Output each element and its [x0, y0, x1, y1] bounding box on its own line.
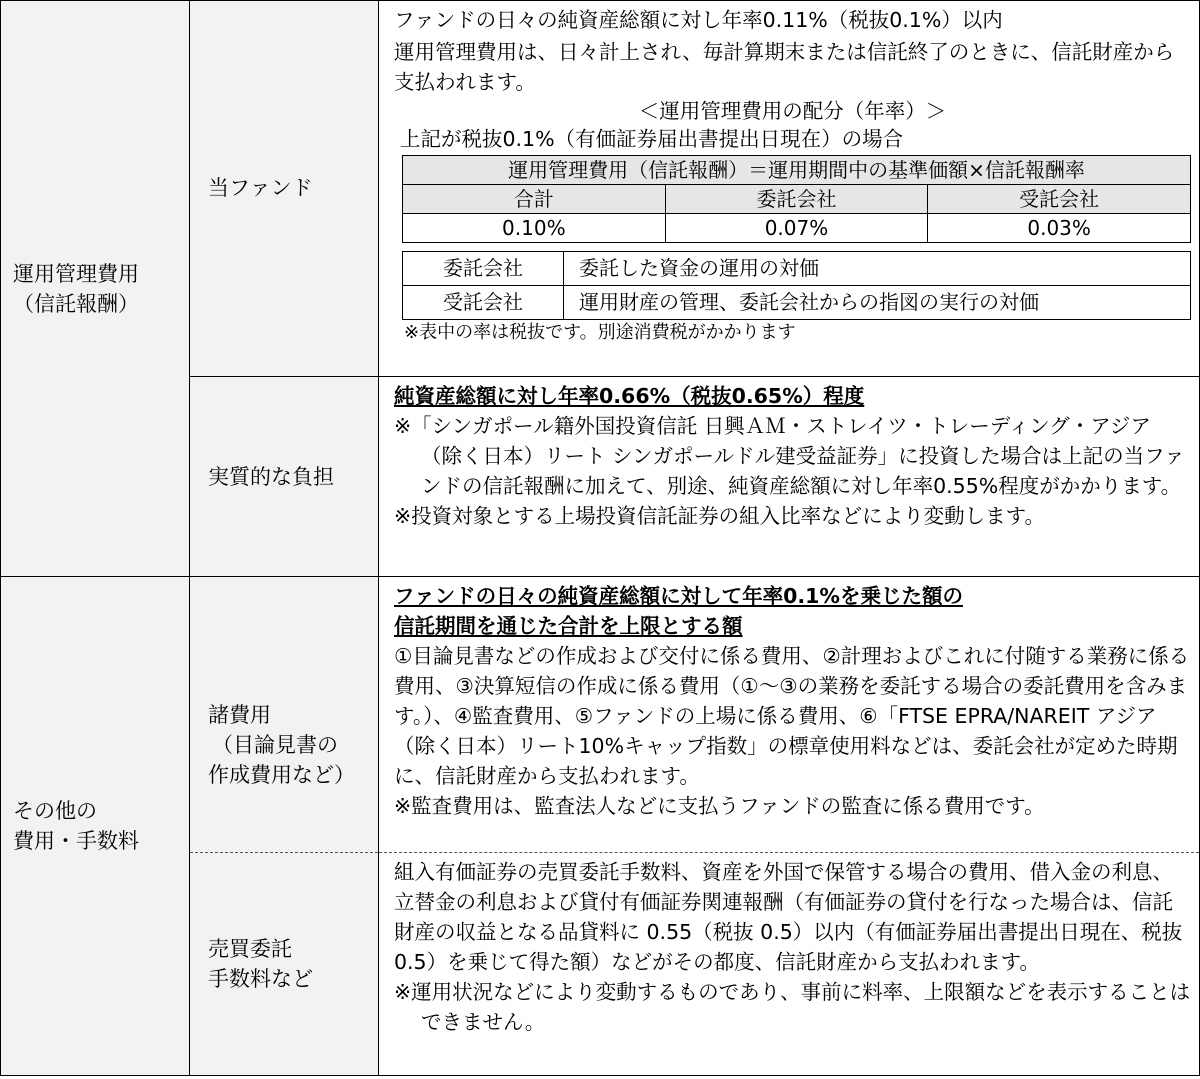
row-other-misc — [1, 577, 1200, 853]
subcategory-trading — [190, 853, 379, 1076]
misc-content — [379, 577, 1200, 853]
subcategory-label-sub: （目論見書の — [212, 732, 338, 757]
effective-content — [379, 377, 1200, 577]
role-table — [402, 251, 1191, 320]
subcategory-fund — [190, 1, 379, 377]
alloc-note: 上記が税抜0.1%（有価証券届出書提出日現在）の場合 — [400, 127, 904, 151]
misc-note: ※監査費用は、監査法人などに支払うファンドの監査に係る費用です。 — [394, 794, 1045, 818]
effective-note: ※「シンガポール籍外国投資信託 日興ＡＭ・ストレイツ・トレーディング・アジア（除く日本）リート シンガポールドル建受益証券」に投資した場合は上記の当ファンドの信託報酬に加えて、別途、純資産総額に対し年率0.55%程度がかかります。 — [394, 414, 1185, 498]
trading-body: 組入有価証券の売買委託手数料、資産を外国で保管する場合の費用、借入金の利息、立替金の利息および貸付有価証券関連報酬（有価証券の貸付を行なった場合は、信託財産の収益となる品貸料に 0.55（税抜 0.5）以内（有価証券届出書提出日現在、税抜 0.5）を乗じて得た額）などがその都度、信託財産から支払われます。 — [394, 860, 1183, 974]
subcategory-label: 当ファンド — [208, 176, 313, 200]
category-label-sub: 費用・手数料 — [13, 829, 139, 853]
category-label: その他の — [13, 799, 97, 823]
alloc-val-total: 0.10% — [403, 214, 666, 243]
role-desc: 運用財産の管理、委託会社からの指図の実行の対価 — [564, 286, 1191, 320]
tax-note: ※表中の率は税抜です。別途消費税がかかります — [404, 322, 796, 343]
alloc-table — [402, 155, 1191, 243]
category-label-sub: （信託報酬） — [13, 291, 139, 316]
trading-content — [379, 853, 1200, 1076]
role-name: 委託会社 — [403, 252, 564, 286]
subcategory-label: 売買委託 — [208, 937, 292, 961]
alloc-col-trustee: 受託会社 — [928, 185, 1191, 214]
trading-note: ※運用状況などにより変動するものであり、事前に料率、上限額などを表示することはできません。 — [394, 980, 1191, 1034]
subcategory-misc — [190, 577, 379, 853]
fund-rate-line: ファンドの日々の純資産総額に対し年率0.11%（税抜0.1%）以内 — [394, 8, 1003, 32]
role-name: 受託会社 — [403, 286, 564, 320]
fund-content — [379, 1, 1200, 377]
misc-headline: ファンドの日々の純資産総額に対して年率0.1%を乗じた額の — [394, 584, 963, 608]
alloc-val-trustor: 0.07% — [665, 214, 928, 243]
subcategory-label-sub: 作成費用など） — [208, 762, 355, 787]
alloc-col-total: 合計 — [403, 185, 666, 214]
role-desc: 委託した資金の運用の対価 — [564, 252, 1191, 286]
alloc-col-trustor: 委託会社 — [665, 185, 928, 214]
alloc-table-header: 運用管理費用（信託報酬）＝運用期間中の基準価額×信託報酬率 — [403, 156, 1191, 185]
category-other-fees — [1, 577, 190, 1076]
misc-body: ①目論見書などの作成および交付に係る費用、②計理およびこれに付随する業務に係る費用、③決算短信の作成に係る費用（①～③の業務を委託する場合の委託費用を含みます。）、④監査費用、⑤ファンドの上場に係る費用、⑥「FTSE EPRA/NAREIT アジア（除く日本）リート10%キャップ指数」の標章使用料などは、委託会社が定めた時期に、信託財産から支払われます。 — [394, 644, 1190, 788]
alloc-val-trustee: 0.03% — [928, 214, 1191, 243]
effective-note-2: ※投資対象とする上場投資信託証券の組入比率などにより変動します。 — [394, 504, 1046, 528]
subcategory-label-sub: 手数料など — [208, 967, 313, 991]
fund-rate-para: 運用管理費用は、日々計上され、毎計算期末または信託終了のときに、信託財産から支払われます。 — [394, 40, 1175, 94]
row-mgmt-fund — [1, 1, 1200, 377]
subcategory-label: 諸費用 — [208, 702, 271, 727]
category-label: 運用管理費用 — [13, 261, 139, 286]
subcategory-effective — [190, 377, 379, 577]
effective-headline: 純資産総額に対し年率0.66%（税抜0.65%）程度 — [394, 384, 865, 408]
category-mgmt-fee — [1, 1, 190, 577]
alloc-title: ＜運用管理費用の配分（年率）＞ — [638, 99, 947, 123]
misc-headline-2: 信託期間を通じた合計を上限とする額 — [394, 614, 743, 638]
subcategory-label: 実質的な負担 — [208, 464, 334, 489]
